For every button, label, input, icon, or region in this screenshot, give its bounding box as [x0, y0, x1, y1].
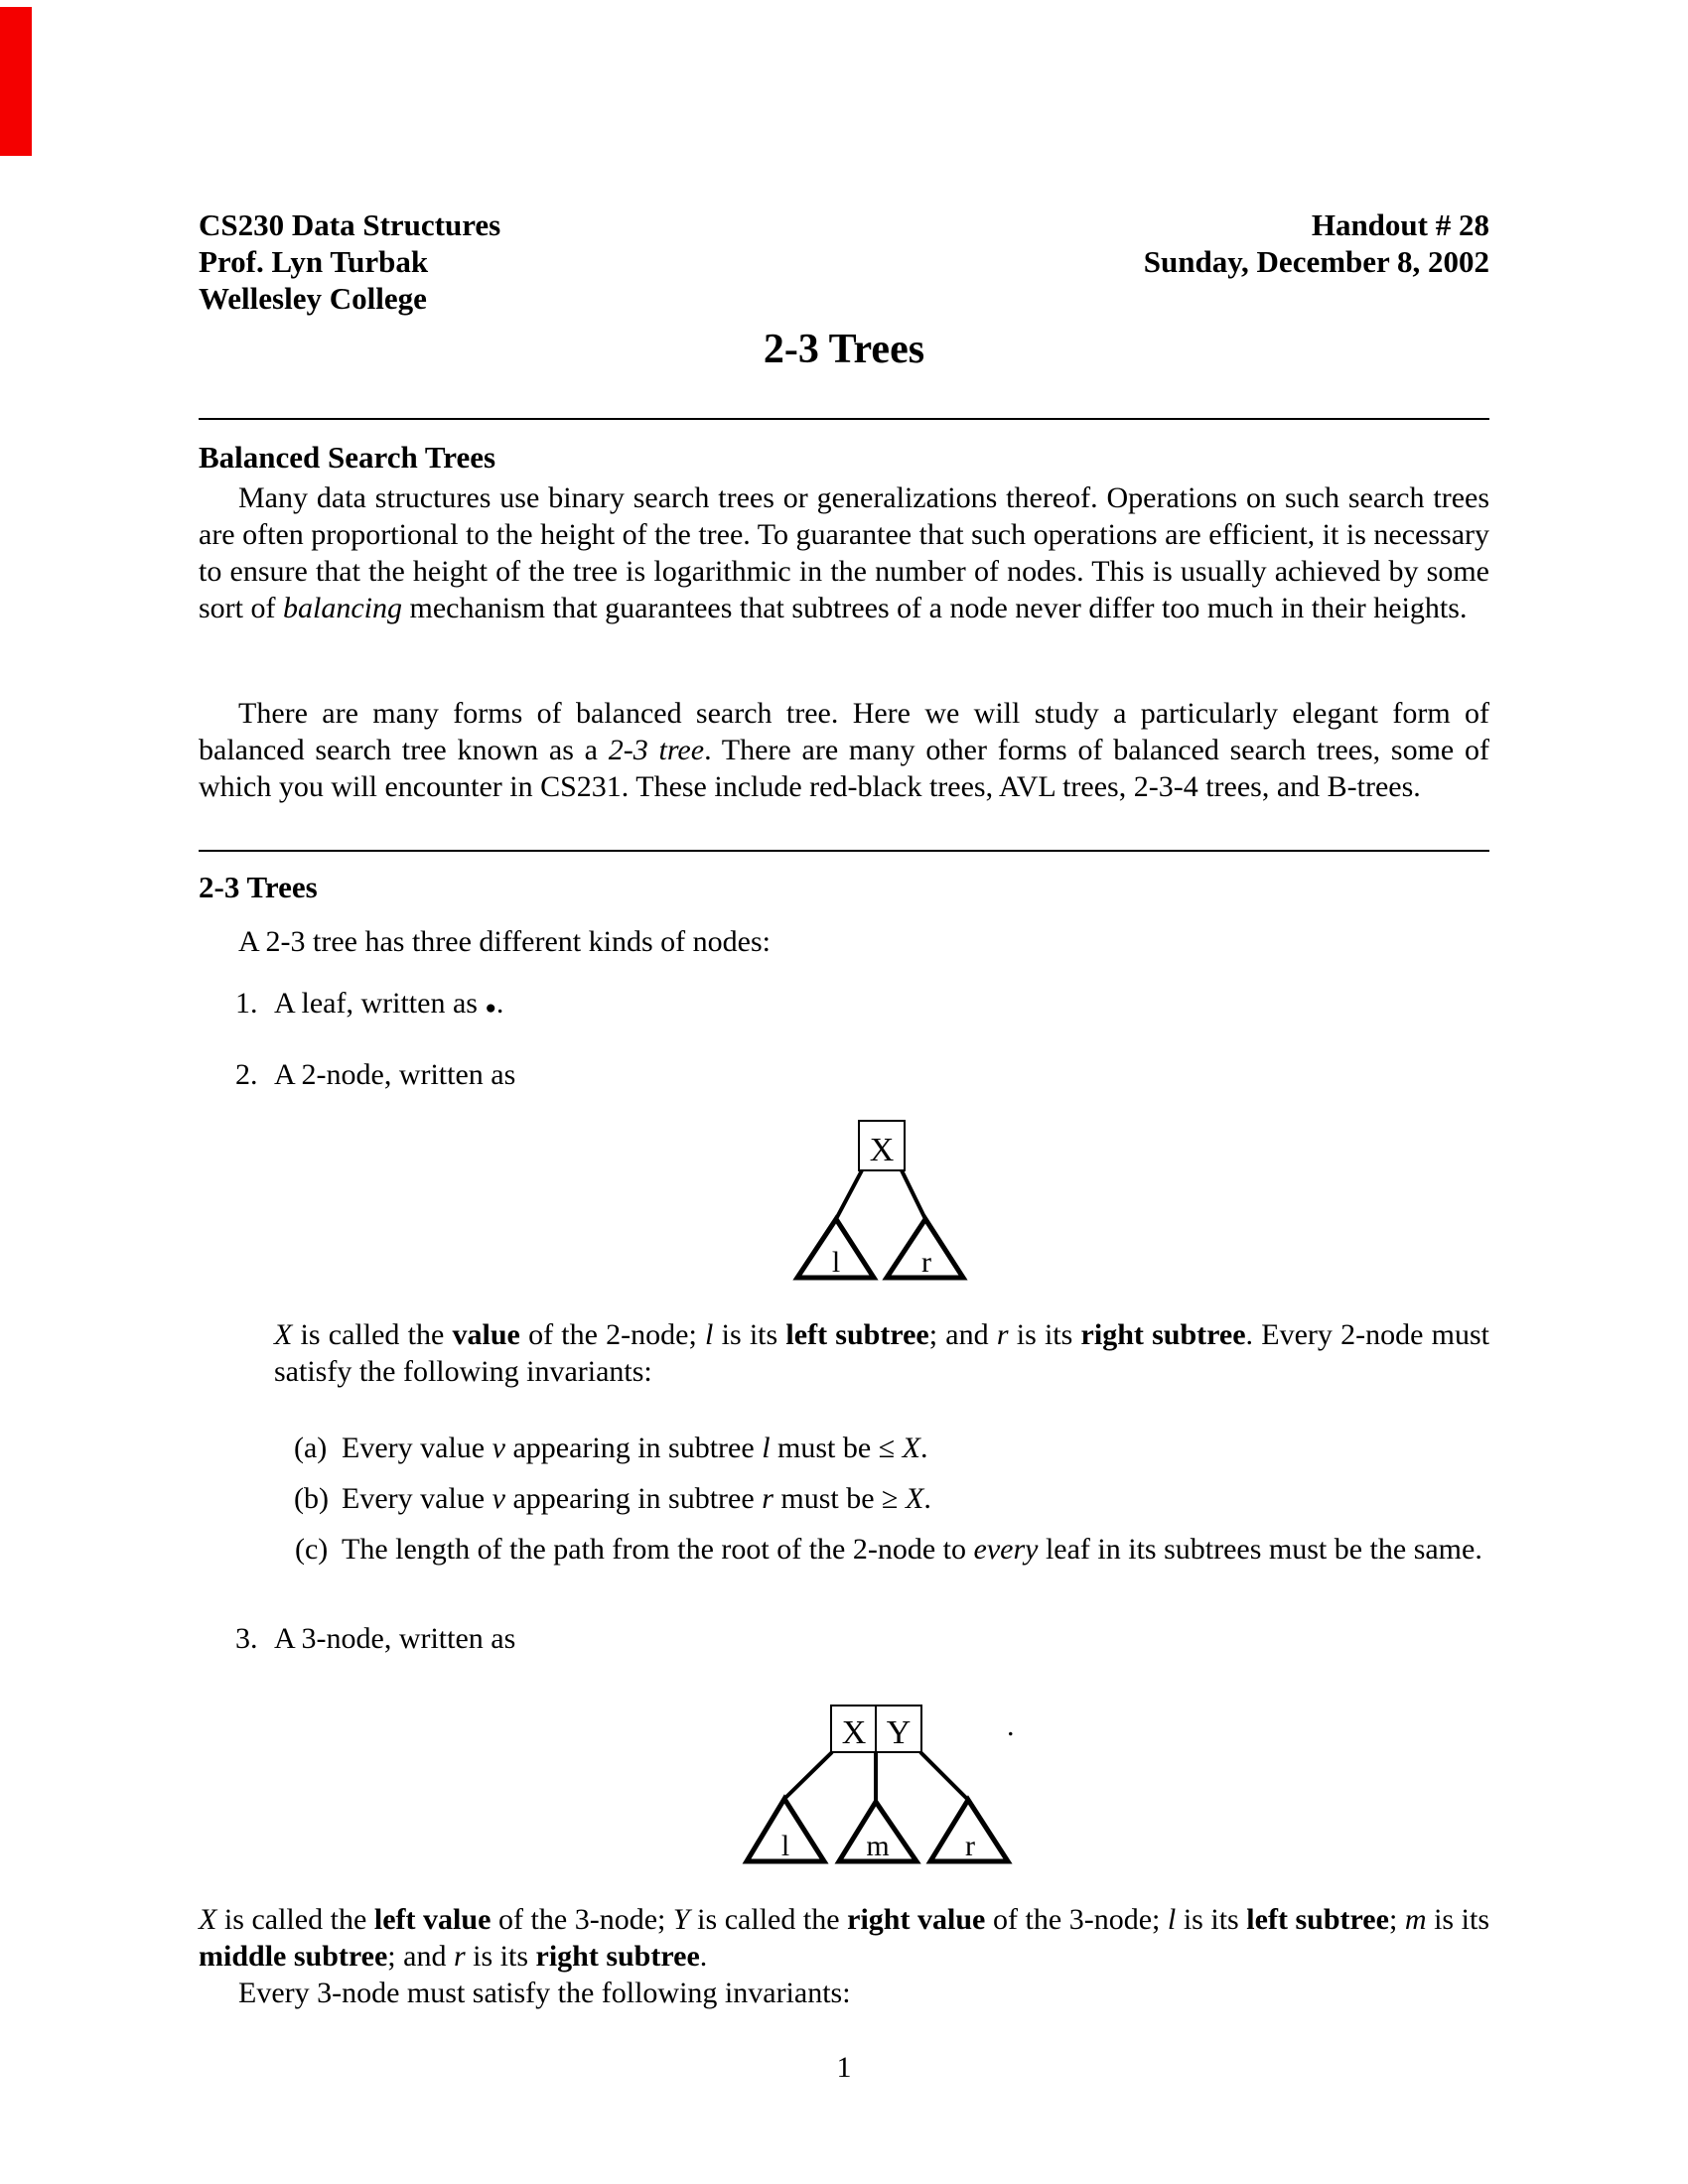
list-marker-2: 2.	[235, 1058, 258, 1091]
list-item-leaf: A leaf, written as ●.	[274, 987, 504, 1020]
list-marker-1: 1.	[235, 987, 258, 1020]
handout-date: Sunday, December 8, 2002	[1143, 244, 1489, 279]
paragraph-balanced-2: There are many forms of balanced search tree. Here we will study a particularly elegant form of balanced search tree known as a 2-3 tree. There are many other forms of balanced search trees, some of which you will encounter in CS231. These include red-black trees, AVL trees, 2-3-4 trees, and B-trees.	[199, 697, 1489, 803]
intro-line: A 2-3 tree has three different kinds of nodes:	[238, 925, 771, 958]
two-node-caption: X is called the value of the 2-node; l is its left subtree; and r is its right subtree. Every 2-node must satisfy the following invariants:	[274, 1318, 1490, 1388]
list-marker-3: 3.	[235, 1622, 258, 1655]
three-node-right-subtree-label: r	[965, 1830, 975, 1862]
two-node-left-edge	[836, 1170, 862, 1219]
three-node-left-subtree-label: l	[780, 1830, 790, 1862]
invariant-c-text: The length of the path from the root of the 2-node to every leaf in its subtrees must be the same.	[342, 1533, 1482, 1566]
three-node-invariants-intro: Every 3-node must satisfy the following invariants:	[238, 1977, 851, 2009]
red-scan-artifact	[0, 7, 32, 156]
page-number: 1	[836, 2051, 852, 2084]
two-node-right-subtree-label: r	[921, 1246, 931, 1279]
institution-name: Wellesley College	[199, 281, 427, 316]
professor-name: Prof. Lyn Turbak	[199, 244, 429, 279]
course-name: CS230 Data Structures	[199, 207, 501, 242]
header-right-block	[794, 206, 1489, 280]
invariant-c-marker: (c)	[295, 1533, 329, 1566]
three-node-left-value-label: X	[841, 1714, 867, 1751]
section-heading-2-3-trees: 2-3 Trees	[199, 870, 318, 904]
document-title: 2-3 Trees	[763, 327, 925, 372]
paragraph-balanced-1: Many data structures use binary search trees or generalizations thereof. Operations on such search trees are often proportional to the height of the tree. To guarantee that such operations are efficient, it is necessary to ensure that the height of the tree is logarithmic in the number of nodes. This is usually achieved by some sort of balancing mechanism that guarantees that subtrees of a node never differ too much in their heights.	[199, 481, 1489, 624]
invariant-a-text: Every value v appearing in subtree l must be ≤ X.	[342, 1432, 928, 1464]
list-item-2-node: A 2-node, written as	[274, 1058, 516, 1091]
two-node-right-edge	[902, 1170, 925, 1219]
three-node-caption: X is called the left value of the 3-node; Y is called the right value of the 3-node; l is its left subtree; m is its middle subtree; and r is its right subtree.	[199, 1903, 1489, 1973]
header-left-block	[199, 206, 500, 317]
three-node-left-edge	[784, 1752, 832, 1799]
handout-number: Handout # 28	[1311, 207, 1489, 242]
horizontal-rule-1	[199, 418, 1489, 420]
three-node-right-value-label: Y	[886, 1714, 912, 1751]
section-heading-balanced-search-trees: Balanced Search Trees	[199, 440, 496, 475]
two-node-value-label: X	[869, 1132, 895, 1168]
three-node-right-edge	[920, 1752, 968, 1800]
period-after-diagram: .	[1007, 1709, 1015, 1742]
three-node-middle-subtree-label: m	[866, 1830, 890, 1862]
list-item-3-node: A 3-node, written as	[274, 1622, 516, 1655]
three-node-tree-diagram	[735, 1700, 1033, 1878]
two-node-left-subtree-label: l	[831, 1246, 841, 1279]
invariant-b-text: Every value v appearing in subtree r must be ≥ X.	[342, 1482, 931, 1515]
invariant-a-marker: (a)	[294, 1432, 328, 1464]
invariant-b-marker: (b)	[294, 1482, 329, 1515]
horizontal-rule-2	[199, 850, 1489, 852]
two-node-tree-diagram	[779, 1110, 978, 1289]
